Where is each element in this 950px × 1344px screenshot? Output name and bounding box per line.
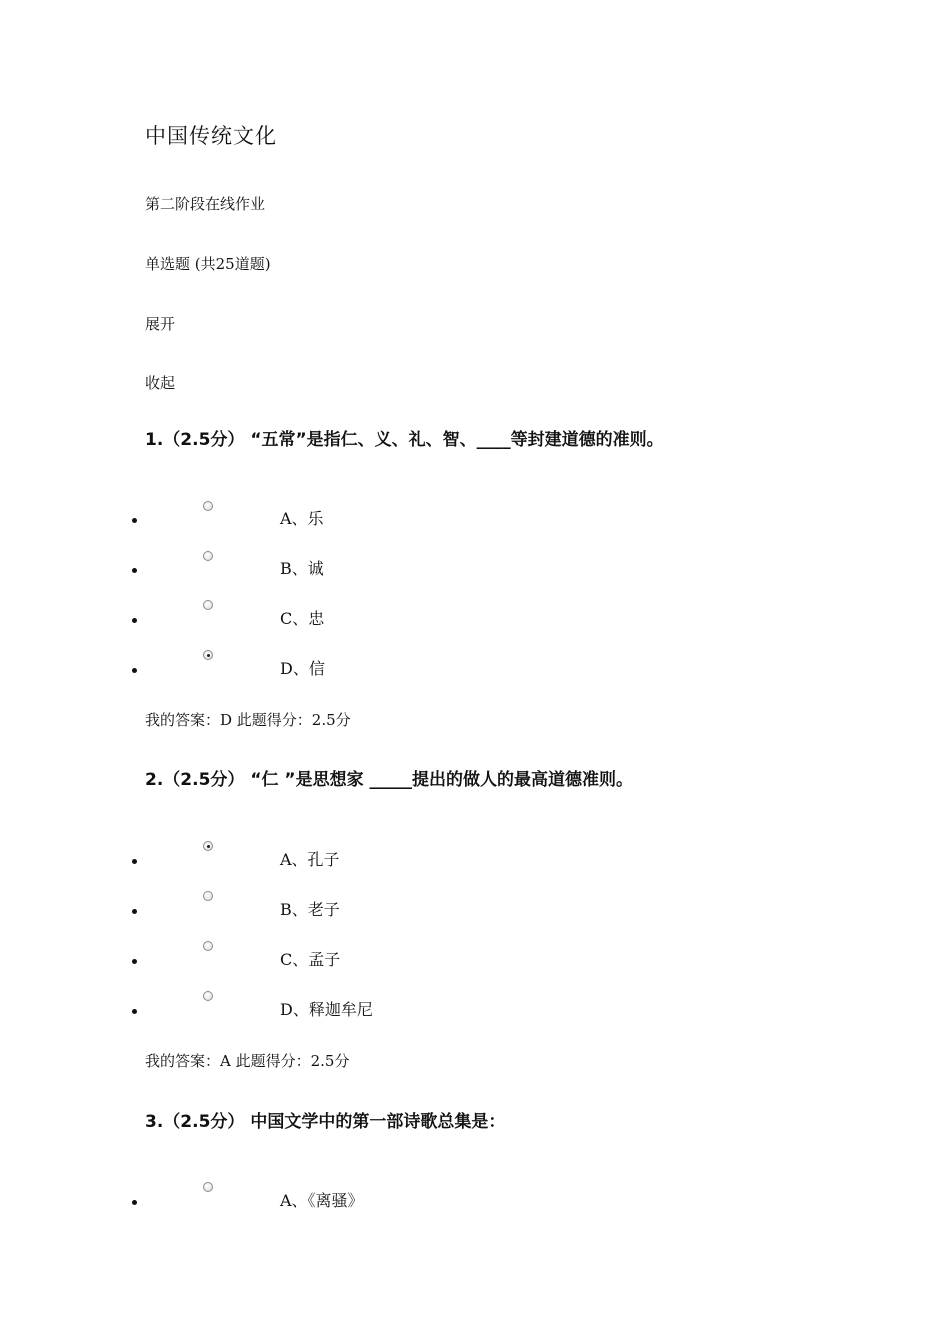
option-q2-a-label: A、孔子 bbox=[280, 850, 340, 869]
option-q2-c-label: C、孟子 bbox=[280, 950, 341, 969]
list-bullet bbox=[132, 1200, 137, 1205]
option-q3-a-label: A、《离骚》 bbox=[280, 1191, 364, 1210]
radio-q1-c[interactable] bbox=[203, 600, 213, 610]
course-title: 中国传统文化 bbox=[145, 124, 277, 148]
list-bullet bbox=[132, 859, 137, 864]
list-bullet bbox=[132, 618, 137, 623]
radio-q2-d[interactable] bbox=[203, 991, 213, 1001]
list-bullet bbox=[132, 568, 137, 573]
option-q1-a-label: A、乐 bbox=[280, 509, 324, 528]
option-q1-b-label: B、诚 bbox=[280, 559, 324, 578]
answer-q2: 我的答案：A 此题得分：2.5分 bbox=[145, 1052, 350, 1070]
radio-q2-a[interactable] bbox=[203, 841, 213, 851]
list-bullet bbox=[132, 909, 137, 914]
section-header: 单选题 (共25道题) bbox=[145, 255, 271, 273]
list-bullet bbox=[132, 959, 137, 964]
list-bullet bbox=[132, 1009, 137, 1014]
radio-q2-b[interactable] bbox=[203, 891, 213, 901]
answer-q1: 我的答案：D 此题得分：2.5分 bbox=[145, 711, 351, 729]
radio-q1-b[interactable] bbox=[203, 551, 213, 561]
radio-q1-d[interactable] bbox=[203, 650, 213, 660]
expand-link[interactable]: 展开 bbox=[145, 315, 176, 333]
list-bullet bbox=[132, 518, 137, 523]
collapse-link[interactable]: 收起 bbox=[145, 374, 176, 392]
option-q2-b-label: B、老子 bbox=[280, 900, 340, 919]
option-q1-d-label: D、信 bbox=[280, 659, 325, 678]
assignment-title: 第二阶段在线作业 bbox=[145, 195, 266, 213]
option-q1-c-label: C、忠 bbox=[280, 609, 325, 628]
radio-q3-a[interactable] bbox=[203, 1182, 213, 1192]
option-q2-d-label: D、释迦牟尼 bbox=[280, 1000, 373, 1019]
list-bullet bbox=[132, 668, 137, 673]
radio-q2-c[interactable] bbox=[203, 941, 213, 951]
radio-q1-a[interactable] bbox=[203, 501, 213, 511]
question-1-text: 1.（2.5分） “五常”是指仁、义、礼、智、____等封建道德的准则。 bbox=[145, 430, 664, 450]
question-3-text: 3.（2.5分） 中国文学中的第一部诗歌总集是： bbox=[145, 1112, 506, 1132]
question-2-text: 2.（2.5分） “仁 ”是思想家 _____提出的做人的最高道德准则。 bbox=[145, 770, 634, 790]
